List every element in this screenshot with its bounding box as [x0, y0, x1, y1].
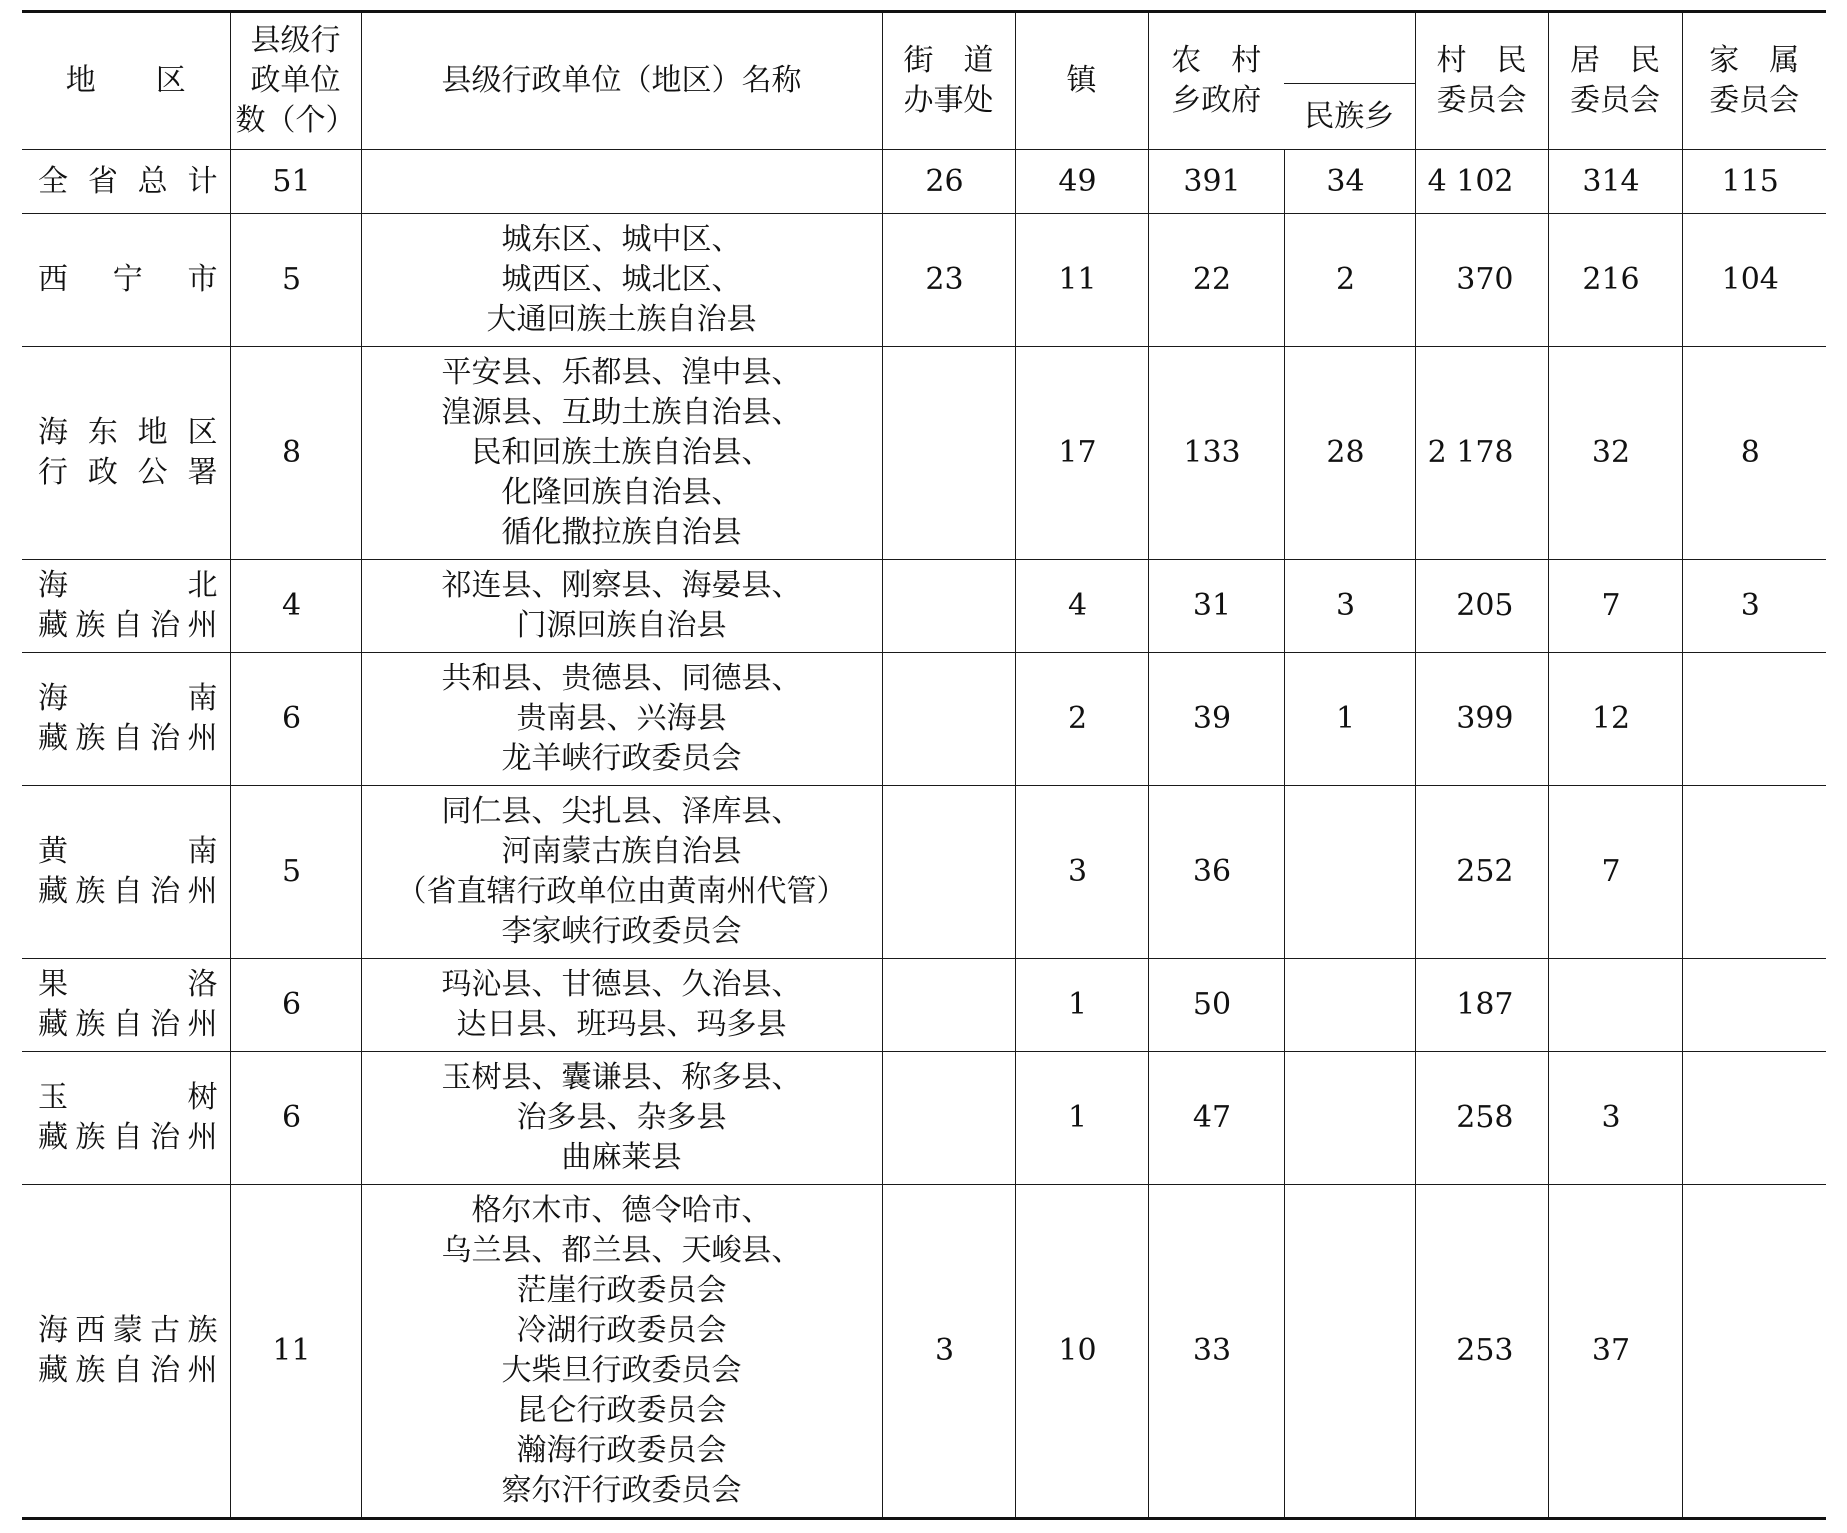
- header-village-committee: 村 民 委员会: [1415, 12, 1548, 150]
- rural-township-cell: 50: [1148, 959, 1284, 1052]
- rural-township-cell: 39: [1148, 653, 1284, 786]
- region-name-line: 藏族自治州: [38, 1120, 218, 1155]
- rural-township-cell: 391: [1148, 150, 1284, 214]
- region-cell: [22, 347, 230, 560]
- unit-name-line: 瀚海行政委员会: [516, 1433, 727, 1468]
- resident-committee-cell: 7: [1548, 560, 1682, 653]
- region-cell: [22, 560, 230, 653]
- unit-names-cell: [361, 653, 882, 786]
- county-count-cell: 51: [230, 150, 361, 214]
- family-committee-cell: [1682, 1185, 1826, 1519]
- unit-name-line: 共和县、贵德县、同德县、: [441, 661, 802, 696]
- unit-names-cell: [361, 150, 882, 214]
- table-row: [22, 1185, 1826, 1519]
- family-committee-cell: 8: [1682, 347, 1826, 560]
- town-cell: 11: [1015, 214, 1148, 347]
- unit-names-cell: [361, 560, 882, 653]
- region-cell: [22, 1052, 230, 1185]
- county-count-cell: 11: [230, 1185, 361, 1519]
- rural-township-cell: 22: [1148, 214, 1284, 347]
- town-cell: 10: [1015, 1185, 1148, 1519]
- unit-name-line: 祁连县、刚察县、海晏县、: [441, 568, 802, 603]
- region-cell: [22, 150, 230, 214]
- ethnic-township-cell: 1: [1284, 653, 1415, 786]
- subdistrict-office-cell: [882, 786, 1015, 959]
- unit-names-cell: [361, 959, 882, 1052]
- family-committee-cell: 104: [1682, 214, 1826, 347]
- table-row: [22, 1052, 1826, 1185]
- resident-committee-cell: 216: [1548, 214, 1682, 347]
- unit-name-line: 门源回族自治县: [516, 608, 727, 643]
- unit-name-line: （省直辖行政单位由黄南州代管）: [396, 874, 847, 909]
- county-count-cell: 6: [230, 1052, 361, 1185]
- subdistrict-office-cell: 26: [882, 150, 1015, 214]
- ethnic-township-cell: [1284, 1052, 1415, 1185]
- unit-name-line: 民和回族土族自治县、: [471, 435, 772, 470]
- village-committee-cell: 253: [1415, 1185, 1548, 1519]
- ethnic-township-cell: [1284, 1185, 1415, 1519]
- county-count-cell: 6: [230, 959, 361, 1052]
- unit-name-line: 茫崖行政委员会: [516, 1273, 727, 1308]
- family-committee-cell: [1682, 1052, 1826, 1185]
- header-subdistrict-office: 街 道 办事处: [882, 12, 1015, 150]
- subdistrict-office-cell: 3: [882, 1185, 1015, 1519]
- admin-divisions-table: [22, 10, 1826, 1520]
- unit-name-line: 城西区、城北区、: [501, 262, 742, 297]
- village-committee-cell: 370: [1415, 214, 1548, 347]
- region-name-line: 海 北: [38, 568, 218, 603]
- table-row: [22, 959, 1826, 1052]
- county-count-cell: 8: [230, 347, 361, 560]
- region-cell: [22, 959, 230, 1052]
- county-count-cell: 5: [230, 214, 361, 347]
- resident-committee-cell: [1548, 959, 1682, 1052]
- unit-name-line: 大柴旦行政委员会: [501, 1353, 742, 1388]
- subdistrict-office-cell: [882, 959, 1015, 1052]
- region-name-line: 藏族自治州: [38, 721, 218, 756]
- rural-township-cell: 33: [1148, 1185, 1284, 1519]
- unit-name-line: 冷湖行政委员会: [516, 1313, 727, 1348]
- subdistrict-office-cell: 23: [882, 214, 1015, 347]
- unit-name-line: 李家峡行政委员会: [501, 914, 742, 949]
- village-committee-cell: 258: [1415, 1052, 1548, 1185]
- unit-name-line: 平安县、乐都县、湟中县、: [441, 355, 802, 390]
- village-committee-cell: 2 178: [1415, 347, 1548, 560]
- rural-township-cell: 31: [1148, 560, 1284, 653]
- header-unit-names: 县级行政单位（地区）名称: [361, 12, 882, 150]
- subdistrict-office-cell: [882, 560, 1015, 653]
- family-committee-cell: 115: [1682, 150, 1826, 214]
- village-committee-cell: 205: [1415, 560, 1548, 653]
- region-name-line: 全 省 总 计: [38, 163, 218, 199]
- family-committee-cell: [1682, 959, 1826, 1052]
- unit-names-cell: [361, 1052, 882, 1185]
- resident-committee-cell: 37: [1548, 1185, 1682, 1519]
- region-name-line: 西 宁 市: [38, 262, 218, 297]
- region-name-line: 果 洛: [38, 967, 218, 1002]
- family-committee-cell: [1682, 786, 1826, 959]
- region-name-line: 海西蒙古族: [38, 1313, 218, 1348]
- subdistrict-office-cell: [882, 347, 1015, 560]
- table-row: [22, 560, 1826, 653]
- town-cell: 4: [1015, 560, 1148, 653]
- village-committee-cell: 399: [1415, 653, 1548, 786]
- unit-name-line: 循化撒拉族自治县: [501, 515, 742, 550]
- resident-committee-cell: 12: [1548, 653, 1682, 786]
- unit-name-line: 龙羊峡行政委员会: [501, 741, 742, 776]
- unit-name-line: 昆仑行政委员会: [516, 1393, 727, 1428]
- unit-name-line: 格尔木市、德令哈市、: [471, 1193, 772, 1228]
- ethnic-township-cell: [1284, 959, 1415, 1052]
- county-count-cell: 5: [230, 786, 361, 959]
- unit-name-line: 同仁县、尖扎县、泽库县、: [441, 794, 802, 829]
- subdistrict-office-cell: [882, 653, 1015, 786]
- region-name-line: 海 南: [38, 681, 218, 716]
- village-committee-cell: 187: [1415, 959, 1548, 1052]
- region-name-line: 藏族自治州: [38, 874, 218, 909]
- region-cell: [22, 653, 230, 786]
- region-cell: [22, 214, 230, 347]
- header-family-committee: 家 属 委员会: [1682, 12, 1826, 150]
- town-cell: 49: [1015, 150, 1148, 214]
- region-name-line: 藏族自治州: [38, 1007, 218, 1042]
- county-count-cell: 4: [230, 560, 361, 653]
- unit-name-line: 曲麻莱县: [561, 1140, 682, 1175]
- unit-names-cell: [361, 347, 882, 560]
- ethnic-township-cell: 28: [1284, 347, 1415, 560]
- header-resident-committee: 居 民 委员会: [1548, 12, 1682, 150]
- resident-committee-cell: 7: [1548, 786, 1682, 959]
- header-county-count: 县级行 政单位 数（个）: [230, 12, 361, 150]
- ethnic-township-cell: 34: [1284, 150, 1415, 214]
- resident-committee-cell: 32: [1548, 347, 1682, 560]
- unit-name-line: 湟源县、互助土族自治县、: [441, 395, 802, 430]
- header-ethnic-township: 民族乡: [1284, 84, 1415, 150]
- unit-name-line: 化隆回族自治县、: [501, 475, 742, 510]
- town-cell: 17: [1015, 347, 1148, 560]
- region-name-line: 玉 树: [38, 1080, 218, 1115]
- unit-name-line: 玉树县、囊谦县、称多县、: [441, 1060, 802, 1095]
- subdistrict-office-cell: [882, 1052, 1015, 1185]
- unit-name-line: 城东区、城中区、: [501, 222, 742, 257]
- header-region: 地 区: [22, 12, 230, 150]
- town-cell: 1: [1015, 959, 1148, 1052]
- region-name-line: 藏族自治州: [38, 608, 218, 643]
- county-count-cell: 6: [230, 653, 361, 786]
- unit-names-cell: [361, 1185, 882, 1519]
- region-name-line: 藏族自治州: [38, 1353, 218, 1388]
- village-committee-cell: 252: [1415, 786, 1548, 959]
- town-cell: 3: [1015, 786, 1148, 959]
- rural-township-cell: 47: [1148, 1052, 1284, 1185]
- header-town: 镇: [1015, 12, 1148, 150]
- ethnic-township-cell: 3: [1284, 560, 1415, 653]
- ethnic-township-cell: 2: [1284, 214, 1415, 347]
- unit-name-line: 察尔汗行政委员会: [501, 1473, 742, 1508]
- ethnic-township-cell: [1284, 786, 1415, 959]
- header-rural-township: 农 村 乡政府: [1148, 12, 1284, 150]
- unit-name-line: 乌兰县、都兰县、天峻县、: [441, 1233, 802, 1268]
- resident-committee-cell: 3: [1548, 1052, 1682, 1185]
- header-row-top: [22, 12, 1826, 84]
- rural-township-cell: 133: [1148, 347, 1284, 560]
- unit-names-cell: [361, 786, 882, 959]
- unit-name-line: 贵南县、兴海县: [516, 701, 727, 736]
- table-row: [22, 786, 1826, 959]
- rural-township-cell: 36: [1148, 786, 1284, 959]
- unit-name-line: 大通回族土族自治县: [486, 302, 757, 337]
- resident-committee-cell: 314: [1548, 150, 1682, 214]
- region-cell: [22, 786, 230, 959]
- unit-name-line: 达日县、班玛县、玛多县: [456, 1007, 787, 1042]
- table-row: [22, 347, 1826, 560]
- unit-names-cell: [361, 214, 882, 347]
- region-name-line: 黄 南: [38, 834, 218, 869]
- town-cell: 1: [1015, 1052, 1148, 1185]
- region-name-line: 行 政 公 署: [38, 455, 218, 490]
- region-cell: [22, 1185, 230, 1519]
- town-cell: 2: [1015, 653, 1148, 786]
- family-committee-cell: [1682, 653, 1826, 786]
- table-row: [22, 653, 1826, 786]
- unit-name-line: 治多县、杂多县: [516, 1100, 727, 1135]
- unit-name-line: 河南蒙古族自治县: [501, 834, 742, 869]
- table-row: [22, 150, 1826, 214]
- header-blank-corner: [1284, 12, 1415, 84]
- table-body: [22, 150, 1826, 1519]
- unit-name-line: 玛沁县、甘德县、久治县、: [441, 967, 802, 1002]
- region-name-line: 海 东 地 区: [38, 415, 218, 450]
- family-committee-cell: 3: [1682, 560, 1826, 653]
- table-row: [22, 214, 1826, 347]
- village-committee-cell: 4 102: [1415, 150, 1548, 214]
